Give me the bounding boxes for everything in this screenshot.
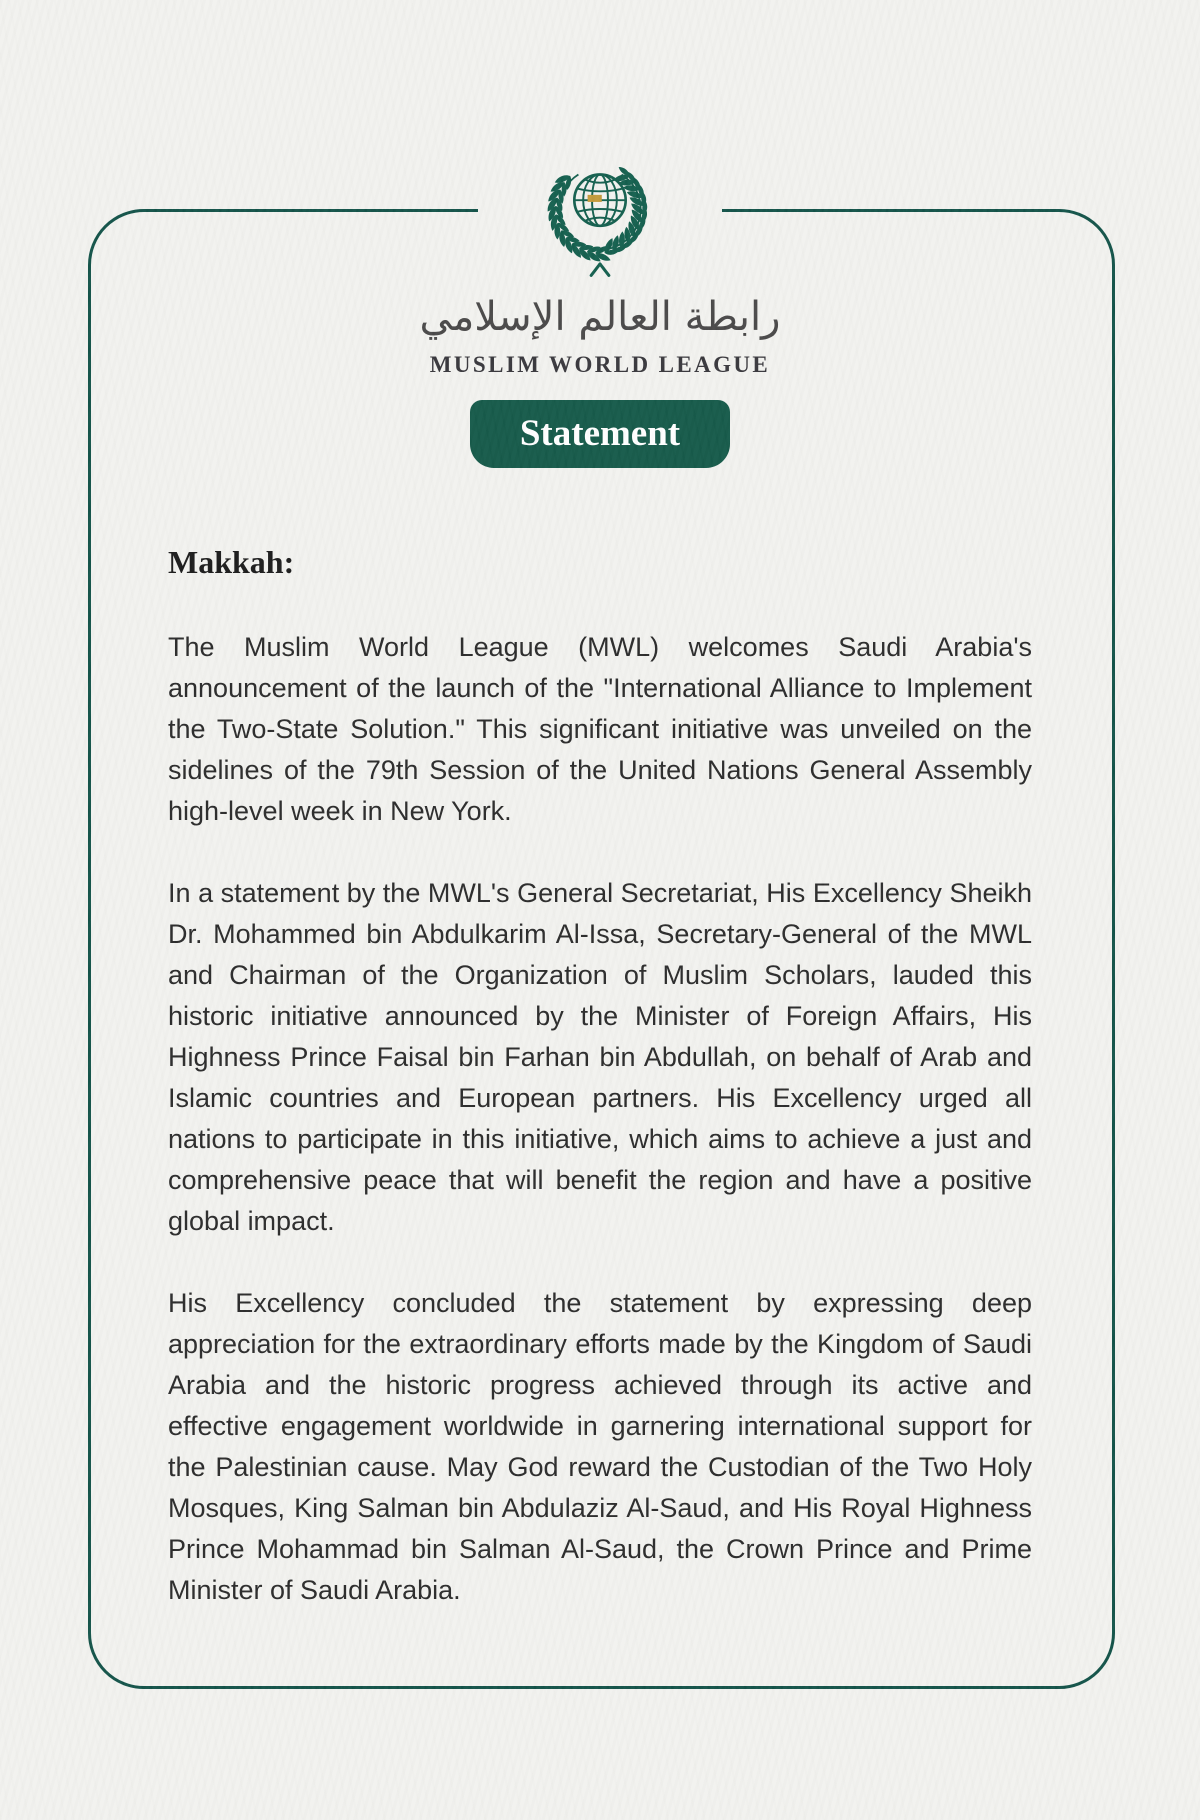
- dateline-heading: Makkah:: [168, 544, 295, 580]
- mwl-logo: [478, 150, 722, 284]
- kaaba-band-icon: [588, 195, 602, 202]
- org-name-english: MUSLIM WORLD LEAGUE: [429, 352, 771, 377]
- statement-body: [168, 544, 1032, 1652]
- paragraph-2: In a statement by the MWL's General Secretariat, His Excellency Sheikh Dr. Mohammed bin Abdulkarim Al-Issa, Secretary-General of the MWL and Chairman of the Organization of Muslim Scholars, lauded this historic initiative announced by the Minister of Foreign Affairs, His Highness Prince Faisal bin Farhan bin Abdullah, on behalf of Arab and Islamic countries and European partners. His Excellency urged all nations to participate in this initiative, which aims to achieve a just and comprehensive peace that will benefit the region and have a positive global impact.: [168, 878, 1032, 1236]
- mwl-logo-block: [0, 150, 1200, 468]
- statement-badge: Statement: [470, 400, 730, 468]
- paragraph-3: His Excellency concluded the statement by expressing deep appreciation for the extraordinary efforts made by the Kingdom of Saudi Arabia and the historic progress achieved through its active and effective engagement worldwide in garnering international support for the Palestinian cause. May God reward the Custodian of the Two Holy Mosques, King Salman bin Abdulaziz Al-Saud, and His Royal Highness Prince Mohammad bin Salman Al-Saud, the Crown Prince and Prime Minister of Saudi Arabia.: [168, 1288, 1032, 1605]
- paragraph-1: The Muslim World League (MWL) welcomes Saudi Arabia's announcement of the launch of the "International Alliance to Implement the Two-State Solution." This significant initiative was unveiled on the sidelines of the 79th Session of the United Nations General Assembly high-level week in New York.: [168, 632, 1032, 826]
- org-name-arabic: رابطة العالم الإسلامي: [419, 294, 781, 340]
- laurel-wreath-globe-icon: [538, 150, 662, 284]
